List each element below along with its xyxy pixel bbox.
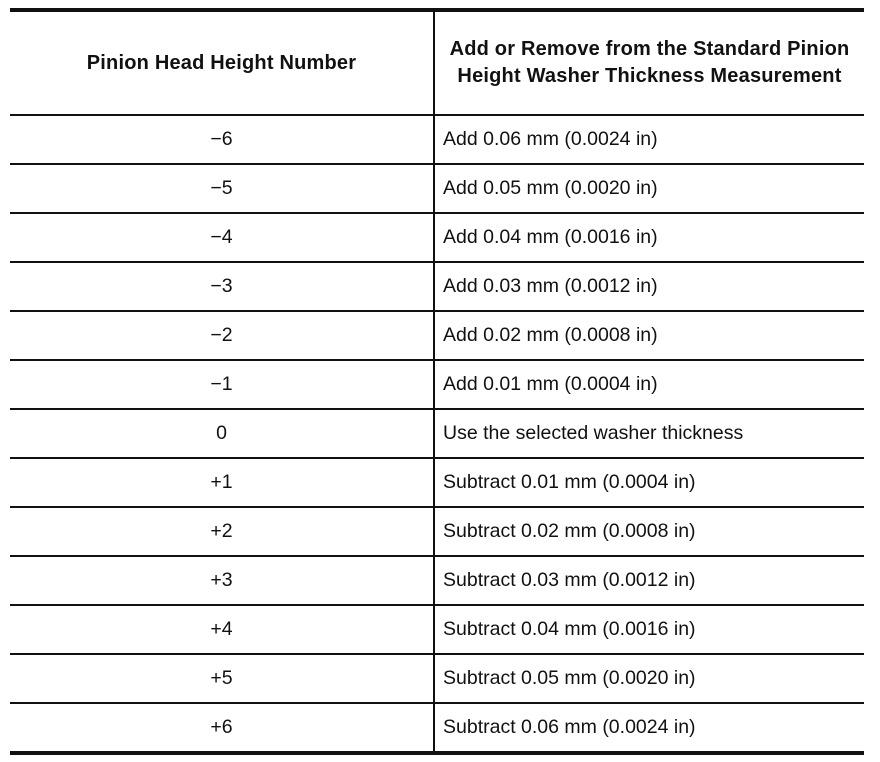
table-row [10,360,864,409]
pinion-number-cell: −1 [10,360,434,409]
adjustment-cell: Subtract 0.02 mm (0.0008 in) [434,507,864,556]
table-row [10,164,864,213]
table-row [10,213,864,262]
adjustment-cell: Add 0.01 mm (0.0004 in) [434,360,864,409]
adjustment-cell: Subtract 0.01 mm (0.0004 in) [434,458,864,507]
adjustment-cell: Subtract 0.04 mm (0.0016 in) [434,605,864,654]
pinion-number-cell: +6 [210,716,233,738]
table-row [10,507,864,556]
pinion-washer-table [10,8,864,755]
pinion-number-cell: +3 [10,556,434,605]
pinion-number-cell: +1 [10,458,434,507]
table-row [10,605,864,654]
adjustment-cell: Subtract 0.05 mm (0.0020 in) [434,654,864,703]
pinion-number-cell: 0 [10,409,434,458]
table-row [10,115,864,164]
adjustment-cell: Add 0.03 mm (0.0012 in) [434,262,864,311]
pinion-number-cell: −5 [10,164,434,213]
table-row [10,409,864,458]
adjustment-cell: Add 0.02 mm (0.0008 in) [434,311,864,360]
header-washer-adjustment: Add or Remove from the Standard Pinion Height Washer Thickness Measurement [434,10,864,115]
table-row [10,458,864,507]
pinion-number-cell: −2 [10,311,434,360]
adjustment-cell: Subtract 0.03 mm (0.0012 in) [434,556,864,605]
adjustment-cell: Add 0.05 mm (0.0020 in) [434,164,864,213]
adjustment-cell: Use the selected washer thickness [434,409,864,458]
table-row [10,654,864,703]
pinion-number-cell: +5 [10,654,434,703]
pinion-number-cell: −3 [10,262,434,311]
table-row [10,703,864,753]
header-pinion-head-height-number: Pinion Head Height Number [10,10,434,115]
pinion-number-cell: +2 [10,507,434,556]
table-row [10,556,864,605]
pinion-number-cell: −4 [10,213,434,262]
pinion-washer-table-container [10,8,864,755]
table-row [10,262,864,311]
pinion-number-cell: +4 [10,605,434,654]
adjustment-cell: Subtract 0.06 mm (0.0024 in) [434,703,864,753]
adjustment-cell: Add 0.04 mm (0.0016 in) [434,213,864,262]
adjustment-cell: Add 0.06 mm (0.0024 in) [434,115,864,164]
table-row [10,311,864,360]
pinion-number-cell: −6 [10,115,434,164]
table-header-row [10,10,864,115]
